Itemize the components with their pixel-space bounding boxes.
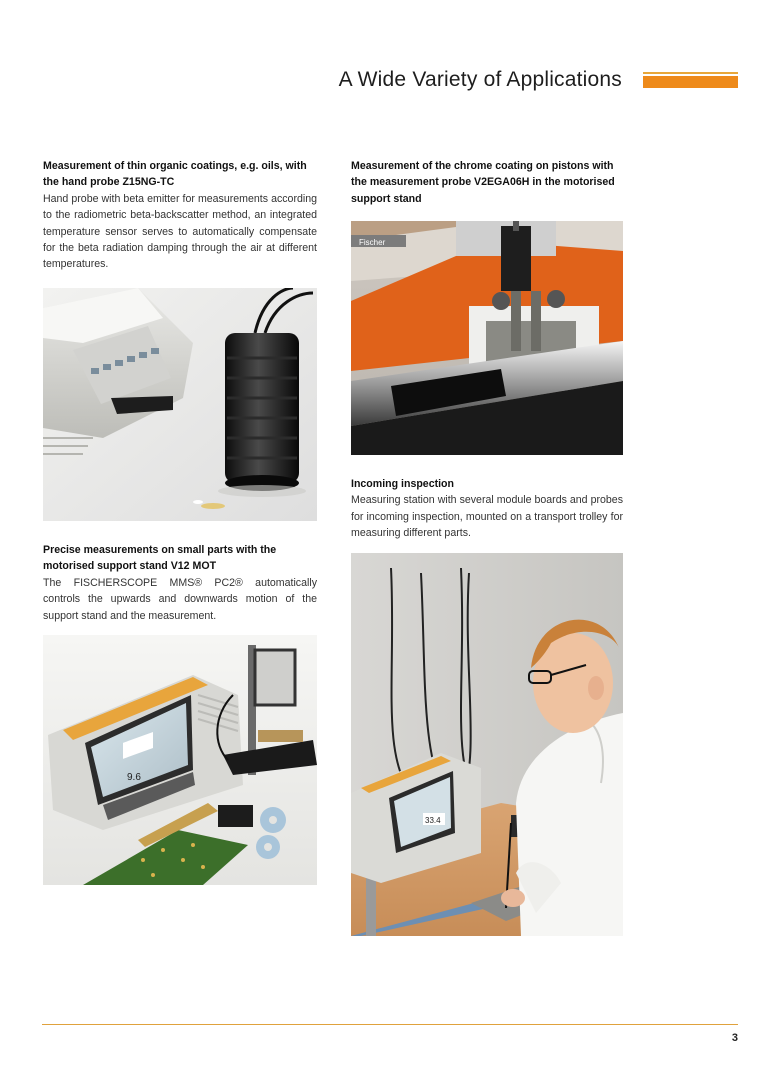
footer-rule xyxy=(42,1024,738,1025)
header-accent-bar xyxy=(643,72,738,88)
readout-value: 9.6 xyxy=(127,772,141,783)
section-title: Incoming inspection xyxy=(351,478,454,490)
section-chrome-pistons xyxy=(351,158,623,207)
photo-hand-probe xyxy=(43,288,317,521)
photo-chrome-pistons xyxy=(351,221,623,455)
section-title: Measurement of thin organic coatings, e.g. oils, with the hand probe Z15NG-TC xyxy=(43,160,307,189)
page-title: A Wide Variety of Applications xyxy=(338,68,622,91)
page-number: 3 xyxy=(731,1032,738,1044)
section-small-parts xyxy=(43,542,317,624)
photo-small-parts xyxy=(43,635,317,885)
brand-label: Fischer xyxy=(359,238,386,247)
section-text: Measuring station with several module boards and probes for incoming inspection, mounted on a transport trolley for measuring different parts. xyxy=(351,494,623,540)
section-text: Hand probe with beta emitter for measurements according to the radiometric beta-backscatter method, an integrated temperature sensor serves to automatically compensate for the beta radiation damping through the air at different temperatures. xyxy=(43,192,317,271)
section-text: The FISCHERSCOPE MMS® PC2® automatically controls the upwards and downwards motion of the support stand and the measurement. xyxy=(43,576,317,622)
readout-value: 33.4 xyxy=(425,816,441,825)
section-hand-probe xyxy=(43,158,317,273)
section-title: Measurement of the chrome coating on pistons with the measurement probe V2EGA06H in the motorised support stand xyxy=(351,160,615,205)
section-title: Precise measurements on small parts with the motorised support stand V12 MOT xyxy=(43,544,277,573)
photo-incoming-inspection xyxy=(351,553,623,936)
section-incoming-inspection xyxy=(351,476,623,542)
